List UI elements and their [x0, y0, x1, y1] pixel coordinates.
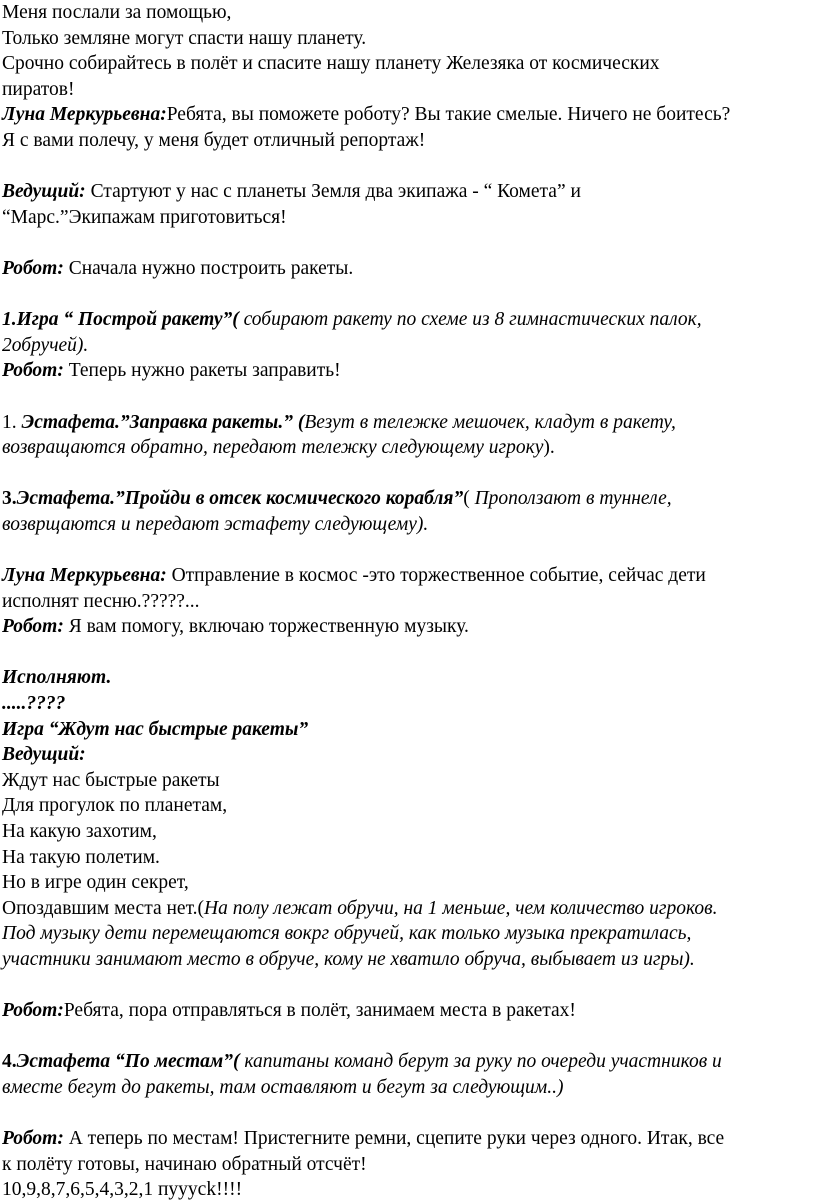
game-heading: 4.Эстафета “По местам”( капитаны команд берут за руку по очереди участников и — [2, 1051, 722, 1073]
text-line: исполнят песню.?????... — [2, 590, 200, 612]
text-line: к полёту готовы, начинаю обратный отсчёт! — [2, 1153, 367, 1175]
relay-title: Эстафета “ — [16, 1051, 125, 1073]
speaker-line — [2, 742, 810, 768]
stage-direction-line: участники занимают место в обруче, кому не хватило обруча, выбывает из игры). — [2, 948, 695, 970]
blank-line — [2, 973, 810, 999]
blank-line — [2, 640, 810, 666]
game-heading: 3.Эстафета.”Пройди в отсек космического корабля”( Проползают в туннеле, — [2, 488, 672, 510]
poem-line: Ждут нас быстрые ракеты — [2, 769, 220, 791]
poem-line: Для прогулок по планетам, — [2, 795, 228, 817]
blank-line — [2, 230, 810, 256]
poem-line: Но в игре один секрет, — [2, 872, 189, 894]
speaker-name: Робот: — [2, 257, 64, 279]
speaker-name: Робот: — [2, 1000, 64, 1022]
stage-direction-line: возврщаются и передают эстафету следующему). — [2, 513, 429, 535]
blank-line — [2, 461, 810, 487]
text-line: Только земляне могут спасти нашу планету. — [2, 27, 367, 49]
speaker-name: Луна Меркурьевна: — [2, 565, 167, 587]
poem-line: Опоздавшим места нет.(На полу лежат обручи, на 1 меньше, чем количество игроков. — [2, 897, 718, 919]
text-line: Я с вами полечу, у меня будет отличный репортаж! — [2, 129, 426, 151]
speaker-name: Луна Меркурьевна: — [2, 104, 167, 126]
dialogue-line: Робот: А теперь по местам! Пристегните ремни, сцепите руки через одного. Итак, все — [2, 1128, 725, 1150]
blank-line — [2, 282, 810, 308]
blank-line — [2, 154, 810, 180]
blank-line — [2, 1024, 810, 1050]
stage-note: Исполняют. — [2, 667, 112, 689]
game-heading — [2, 717, 810, 743]
stage-direction-line: Под музыку дети перемещаются вокрг обручей, как только музыка прекратилась, — [2, 923, 692, 945]
text-line: Срочно собирайтесь в полёт и спасите нашу планету Железяка от космических — [2, 53, 660, 75]
dialogue-line: Луна Меркурьевна: Отправление в космос -это торжественное событие, сейчас дети — [2, 565, 706, 587]
game-heading: 1. Эстафета.”Заправка ракеты.” (Везут в тележке мешочек, кладут в ракету, — [2, 411, 676, 433]
speaker-name: Ведущий: — [2, 744, 86, 766]
game-title: Игра “Ждут нас быстрые ракеты” — [2, 718, 309, 740]
dialogue-line: Робот: Сначала нужно построить ракеты. — [2, 257, 354, 279]
text-line: “Марс.”Экипажам приготовиться! — [2, 206, 287, 228]
text-line: Меня послали за помощью, — [2, 2, 232, 23]
speaker-name: Робот: — [2, 360, 64, 382]
stage-direction-line: 2обручей). — [2, 334, 89, 356]
blank-line — [2, 537, 810, 563]
game-heading — [2, 307, 810, 333]
dialogue-line: Робот:Ребята, пора отправляться в полёт, занимаем места в ракетах! — [2, 1000, 576, 1022]
dialogue-line: Робот: Теперь нужно ракеты заправить! — [2, 360, 341, 382]
text-line: пиратов! — [2, 78, 75, 100]
stage-direction: капитаны команд берут за руку по очереди участников и — [239, 1051, 722, 1073]
speaker-name: Робот: — [2, 1128, 64, 1150]
speaker-name: Ведущий: — [2, 181, 86, 203]
dialogue-line: Ведущий: Стартуют у нас с планеты Земля два экипажа - “ Комета” и — [2, 181, 581, 203]
stage-direction: Везут в тележке мешочек, кладут в ракету, — [304, 411, 676, 433]
blank-line — [2, 1101, 810, 1127]
relay-title: Эстафета.”Пройди в отсек космического корабля” — [16, 488, 464, 510]
game-title: 1.Игра “ Построй ракету”( — [2, 309, 239, 331]
speaker-name: Робот: — [2, 616, 64, 638]
stage-direction-line: вместе бегут до ракеты, там оставляют и бегут за следующим..) — [2, 1076, 564, 1098]
blank-line — [2, 384, 810, 410]
poem-line: На такую полетим. — [2, 846, 160, 868]
relay-title: Эстафета.”Заправка ракеты.” ( — [21, 411, 305, 433]
stage-direction-line: возвращаются обратно, передают тележку следующему игроку). — [2, 437, 555, 459]
dialogue-line: Робот: Я вам помогу, включаю торжественную музыку. — [2, 616, 469, 638]
dialogue-line: Луна Меркурьевна:Ребята, вы поможете роботу? Вы такие смелые. Ничего не боитесь? — [2, 104, 731, 126]
stage-direction: собирают ракету по схеме из 8 гимнастических палок, — [238, 309, 702, 331]
poem-line: На какую захотим, — [2, 821, 157, 842]
stage-direction: На полу лежат обручи, на 1 меньше, чем количество игроков. — [204, 897, 718, 919]
stage-note: .....???? — [2, 693, 66, 715]
stage-direction: Проползают в туннеле, — [474, 488, 672, 510]
countdown-line: 10,9,8,7,6,5,4,3,2,1 пууусk!!!! — [2, 1179, 243, 1201]
